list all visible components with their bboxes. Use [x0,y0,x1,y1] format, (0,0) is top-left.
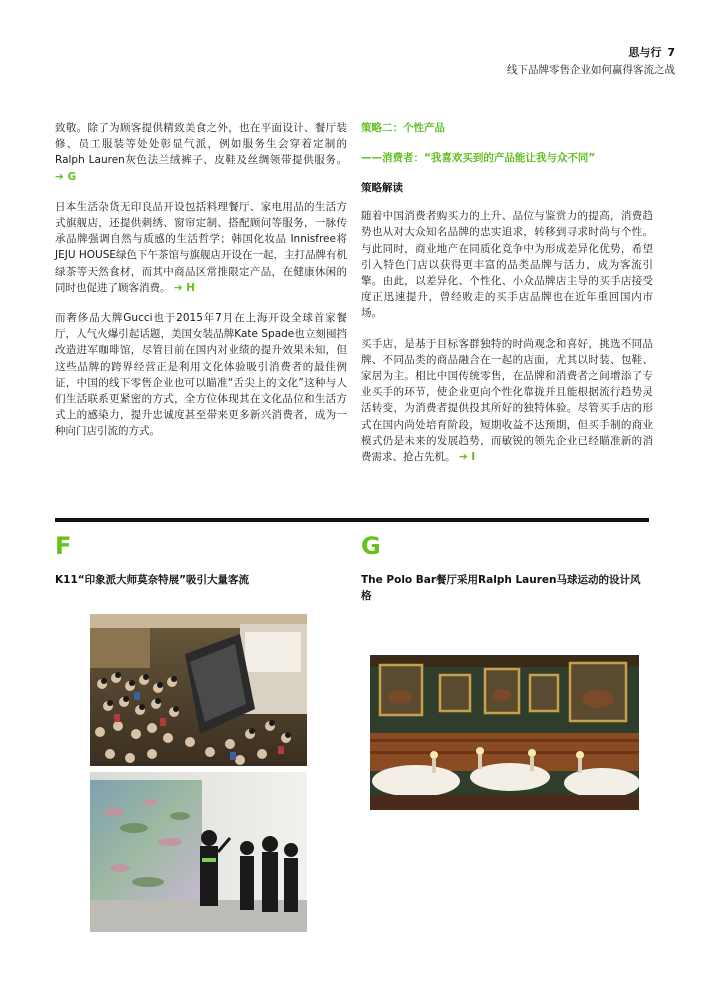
header-subtitle: 线下品牌零售企业如何赢得客流之战 [507,64,675,76]
figure-letter-g: G [361,532,381,560]
figure-ref-g[interactable]: ➔ G [55,170,77,183]
paragraph-text: 致敬。除了为顾客提供精致美食之外，也在平面设计、餐厅装修、员工服装等处处彰显气派，例如服务生会穿着定制的Ralph Lauren灰色法兰绒裤子、皮鞋及丝绸领带提供服务。 [55,122,347,167]
left-paragraph-2 [55,199,347,296]
paragraph-text: 而奢侈品大牌Gucci也于2015年7月在上海开设全球首家餐厅，人气火爆引起话题，美国女装品牌Kate Spade也立刻囤挡改造进军咖啡馆，尽管目前在国内对业绩的提升效果未知，但这些品牌的跨界经营正是利用文化体验吸引消费者的最佳例证，中国的线下零售企业也可以瞄准“舌尖上的文化”这种与人们生活联系更紧密的方式，全方位体现其在文化品位和生活方式上的感染力，提升忠诚度甚至带来更多新兴消费者，成为一种向门店引流的方式。 [55,312,347,438]
page-number: 7 [667,46,675,59]
right-column [361,120,653,479]
strategy-quote: ——消费者：“我喜欢买到的产品能让我与众不同” [361,152,596,164]
right-paragraph-2 [361,336,653,466]
section-name: 思与行 [628,46,662,59]
left-paragraph-3 [55,310,347,440]
figure-ref-h[interactable]: ➔ H [173,281,196,294]
strategy-label: 策略二：个性产品 [361,122,445,134]
paragraph-text: 买手店，是基于目标客群独特的时尚观念和喜好，挑选不同品牌、不同品类的商品融合在一起的店面，尤其以时装、包鞋、家居为主。相比中国传统零售，在品牌和消费者之间增添了专业买手的环节，使企业更向个性化靠拢并且能根据流行趋势灵活转变，为消费者提供投其所好的独特体验。尽管买手店的形式在国内尚处培育阶段，短期收益不达预期，但买手制的商业模式仍是未来的发展趋势，而敏锐的领先企业已经瞄准新的消费需求、抢占先机。 [361,337,653,464]
strategy-interpretation-heading: 策略解读 [361,182,403,194]
header-title [628,44,675,60]
section-divider [55,518,649,522]
right-paragraph-1 [361,208,653,321]
paragraph-text: 随着中国消费者购买力的上升、品位与鉴赏力的提高，消费趋势也从对大众知名品牌的忠实追求，转移到寻求时尚与个性。与此同时，商业地产在同质化竞争中为形成差异化优势，希望引入特色门店以获得更丰富的品类品牌与活力，成为客流引擎。由此，以差异化、个性化、小众品牌店主导的买手店接受度正迅速提升，曾经败走的买手店品牌也在近年重回国内市场。 [361,210,653,320]
monet-exhibit-photo [90,772,307,932]
paragraph-text: 日本生活杂货无印良品开设包括料理餐厅、家电用品的生活方式旗舰店，还提供刺绣、窗帘定制、搭配顾问等服务，一脉传承品牌强调自然与质感的生活哲学；韩国化妆品 Innisfree将JEJU HOUSE绿色下午茶馆与旗舰店开设在一起，主打品牌有机绿茶等天然食材，而其中商品区常推限定产品，在健康休闲的同时也促进了顾客消费。 [55,200,347,294]
figure-f-caption: K11“印象派大师莫奈特展”吸引大量客流 [55,574,250,586]
left-paragraph-1 [55,120,347,185]
figure-g-caption: The Polo Bar餐厅采用Ralph Lauren马球运动的设计风格 [361,574,641,602]
figure-ref-i[interactable]: ➔ I [458,451,476,464]
polo-bar-photo [370,655,639,810]
mall-crowd-photo [90,614,307,766]
left-column [55,120,347,454]
figure-letter-f: F [55,532,72,560]
